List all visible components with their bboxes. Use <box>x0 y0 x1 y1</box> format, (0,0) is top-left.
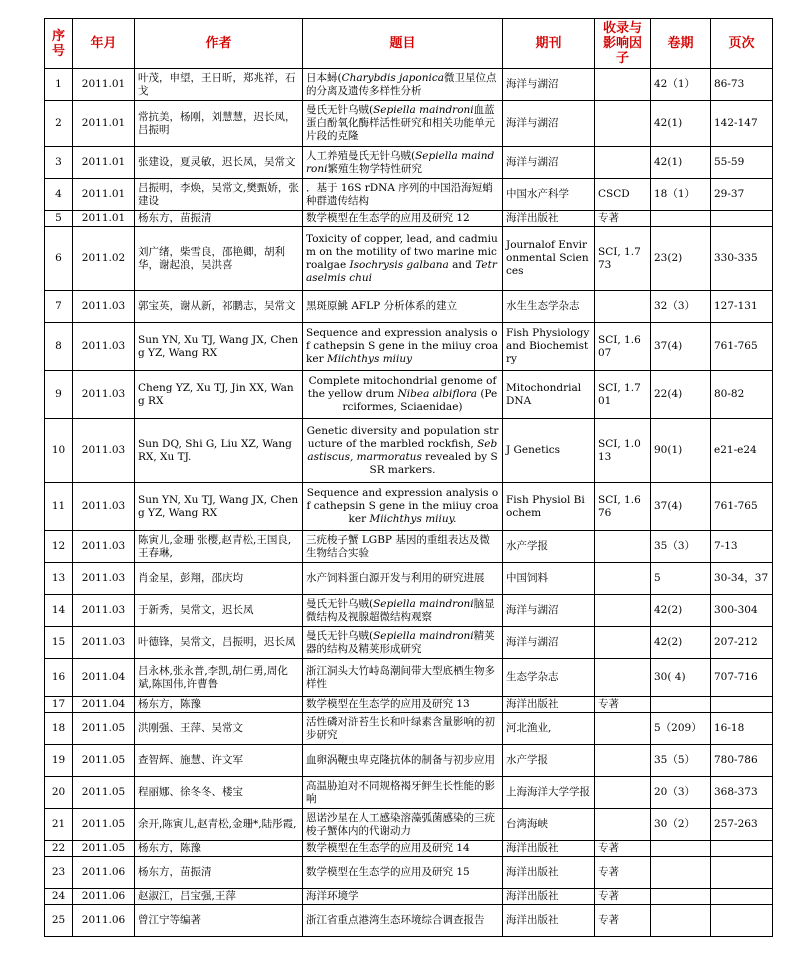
cell-date: 2011.02 <box>73 227 135 291</box>
cell-journal: 水产学报 <box>503 531 595 563</box>
cell-number: 2 <box>45 101 73 147</box>
cell-pages: 30-34，37 <box>711 563 773 595</box>
cell-index: 专著 <box>595 841 651 857</box>
cell-journal: J Genetics <box>503 419 595 483</box>
cell-date: 2011.05 <box>73 713 135 745</box>
title-text: 人工养殖曼氏无针乌贼( <box>306 149 416 162</box>
title-text: 血卵涡鞭虫卑克隆抗体的制备与初步应用 <box>306 754 495 766</box>
cell-authors: 杨东方，苗振清 <box>135 857 303 889</box>
cell-volume <box>651 211 711 227</box>
cell-number: 12 <box>45 531 73 563</box>
cell-authors: 杨东方，陈豫 <box>135 841 303 857</box>
cell-index <box>595 69 651 101</box>
cell-journal: 海洋出版社 <box>503 889 595 905</box>
cell-date: 2011.05 <box>73 809 135 841</box>
cell-pages: 300-304 <box>711 595 773 627</box>
title-latin-name: Sepiella maindroni <box>306 149 495 175</box>
title-text: (Perciformes, Sciaenidae) <box>342 388 498 413</box>
title-text: Complete mitochondrial genome of the yellow drum <box>307 375 497 400</box>
title-latin-name: Tetraselmis chui <box>306 258 497 284</box>
cell-pages: 86-73 <box>711 69 773 101</box>
cell-title <box>303 69 503 101</box>
cell-number: 25 <box>45 905 73 937</box>
cell-authors: 吕永林,张永普,李凯,胡仁勇,周化斌,陈国伟,许曹鲁 <box>135 659 303 697</box>
cell-journal: 海洋与湖沼 <box>503 627 595 659</box>
cell-number: 18 <box>45 713 73 745</box>
cell-title <box>303 627 503 659</box>
cell-authors: 洪刚强、王萍、吴常文 <box>135 713 303 745</box>
title-text: ．基于 16S rDNA 序列的中国沿海短蛸种群遗传结构 <box>306 181 493 207</box>
title-text: 日本蟳( <box>306 71 342 84</box>
title-latin-name: Nibea albiflora <box>397 388 477 400</box>
title-text: 活性磷对浒苔生长和叶绿素含量影响的初步研究 <box>306 715 495 741</box>
cell-title <box>303 905 503 937</box>
cell-index: 专著 <box>595 905 651 937</box>
title-text: 水产饲料蛋白源开发与利用的研究进展 <box>306 572 485 584</box>
cell-journal: Mitochondrial DNA <box>503 371 595 419</box>
cell-journal: 生态学杂志 <box>503 659 595 697</box>
cell-number: 8 <box>45 323 73 371</box>
cell-date: 2011.03 <box>73 291 135 323</box>
cell-authors: Sun YN, Xu TJ, Wang JX, Cheng YZ, Wang RX <box>135 483 303 531</box>
cell-title <box>303 419 503 483</box>
title-text: 数学模型在生态学的应用及研究 15 <box>306 866 470 878</box>
cell-number: 20 <box>45 777 73 809</box>
cell-title <box>303 595 503 627</box>
cell-volume: 35（3） <box>651 531 711 563</box>
cell-index <box>595 777 651 809</box>
cell-title <box>303 371 503 419</box>
cell-journal: 海洋与湖沼 <box>503 101 595 147</box>
title-text: 精荚器的结构及精荚形成研究 <box>306 629 495 655</box>
header-title: 题目 <box>303 19 503 69</box>
cell-number: 21 <box>45 809 73 841</box>
cell-authors: Sun DQ, Shi G, Liu XZ, Wang RX, Xu TJ. <box>135 419 303 483</box>
cell-index: SCI, 1.701 <box>595 371 651 419</box>
title-text: and <box>448 258 476 271</box>
cell-journal: 上海海洋大学学报 <box>503 777 595 809</box>
cell-date: 2011.04 <box>73 697 135 713</box>
cell-volume: 18（1） <box>651 179 711 211</box>
cell-journal: 海洋出版社 <box>503 857 595 889</box>
cell-index <box>595 563 651 595</box>
cell-journal: 海洋出版社 <box>503 211 595 227</box>
cell-journal: 水产学报 <box>503 745 595 777</box>
table-row <box>45 905 773 937</box>
cell-authors: 赵淑江，吕宝强,王萍 <box>135 889 303 905</box>
cell-pages: 127-131 <box>711 291 773 323</box>
cell-title <box>303 857 503 889</box>
cell-volume: 5 <box>651 563 711 595</box>
title-text: 黑斑原鮡 AFLP 分析体系的建立 <box>306 300 458 312</box>
cell-volume: 42(2) <box>651 627 711 659</box>
table-row <box>45 211 773 227</box>
table-row <box>45 101 773 147</box>
cell-volume: 42(1) <box>651 101 711 147</box>
table-row <box>45 69 773 101</box>
cell-index: 专著 <box>595 697 651 713</box>
cell-title <box>303 809 503 841</box>
cell-index <box>595 531 651 563</box>
cell-authors: Cheng YZ, Xu TJ, Jin XX, Wang RX <box>135 371 303 419</box>
title-text: 海洋环境学 <box>306 890 359 902</box>
title-latin-name: Sepiella maindroni <box>373 104 474 116</box>
table-row <box>45 841 773 857</box>
cell-pages: 368-373 <box>711 777 773 809</box>
cell-number: 24 <box>45 889 73 905</box>
cell-index <box>595 291 651 323</box>
cell-pages <box>711 211 773 227</box>
cell-date: 2011.05 <box>73 745 135 777</box>
cell-date: 2011.03 <box>73 627 135 659</box>
cell-journal: 海洋出版社 <box>503 905 595 937</box>
cell-authors: 肖金星，彭翔，邵庆均 <box>135 563 303 595</box>
header-volume: 卷期 <box>651 19 711 69</box>
cell-pages: 780-786 <box>711 745 773 777</box>
table-row <box>45 659 773 697</box>
cell-number: 3 <box>45 147 73 179</box>
cell-journal: Fish Physiology and Biochemistry <box>503 323 595 371</box>
title-text: Sequence and expression analysis of cathepsin S gene in the miiuy croaker <box>306 487 499 525</box>
cell-authors: 叶德锋，吴常文，吕振明，迟长凤 <box>135 627 303 659</box>
table-row <box>45 745 773 777</box>
cell-index: 专著 <box>595 211 651 227</box>
cell-number: 1 <box>45 69 73 101</box>
cell-date: 2011.01 <box>73 211 135 227</box>
table-row <box>45 227 773 291</box>
title-latin-name: Miichthys miiuy <box>326 353 413 365</box>
cell-volume: 90(1) <box>651 419 711 483</box>
cell-volume: 23(2) <box>651 227 711 291</box>
cell-index <box>595 659 651 697</box>
cell-authors: 曾江宁等编著 <box>135 905 303 937</box>
cell-number: 23 <box>45 857 73 889</box>
cell-date: 2011.03 <box>73 419 135 483</box>
cell-volume: 35（5） <box>651 745 711 777</box>
cell-pages: 761-765 <box>711 483 773 531</box>
cell-authors: 张建设，夏灵敏，迟长凤，吴常文 <box>135 147 303 179</box>
cell-authors: 郭宝英，谢从新，祁鹏志，吴常文 <box>135 291 303 323</box>
cell-number: 16 <box>45 659 73 697</box>
header-authors: 作者 <box>135 19 303 69</box>
cell-number: 13 <box>45 563 73 595</box>
cell-date: 2011.03 <box>73 563 135 595</box>
title-text: 数学模型在生态学的应用及研究 12 <box>306 212 470 224</box>
cell-index: SCI, 1.013 <box>595 419 651 483</box>
cell-volume: 42（1） <box>651 69 711 101</box>
cell-number: 9 <box>45 371 73 419</box>
table-row <box>45 483 773 531</box>
cell-title <box>303 889 503 905</box>
title-text: 三疣梭子蟹 LGBP 基因的重组表达及微生物结合实验 <box>306 533 490 559</box>
cell-journal: 海洋出版社 <box>503 841 595 857</box>
cell-date: 2011.03 <box>73 371 135 419</box>
table-row <box>45 531 773 563</box>
title-text: 浙江省重点港湾生态环境综合调查报告 <box>306 914 485 926</box>
title-text: Toxicity of copper, lead, and cadmium on the motility of two marine microalgae <box>306 232 498 271</box>
cell-authors: 杨东方，苗振清 <box>135 211 303 227</box>
cell-date: 2011.01 <box>73 101 135 147</box>
cell-title <box>303 697 503 713</box>
cell-date: 2011.01 <box>73 147 135 179</box>
cell-journal: Journalof Environmental Sciences <box>503 227 595 291</box>
cell-pages: 330-335 <box>711 227 773 291</box>
cell-date: 2011.03 <box>73 531 135 563</box>
cell-date: 2011.06 <box>73 889 135 905</box>
title-text: revealed by SSR markers. <box>369 450 498 476</box>
cell-pages: 257-263 <box>711 809 773 841</box>
cell-index: SCI, 1.773 <box>595 227 651 291</box>
cell-number: 11 <box>45 483 73 531</box>
cell-volume: 22(4) <box>651 371 711 419</box>
cell-volume: 37(4) <box>651 323 711 371</box>
cell-volume: 30( 4) <box>651 659 711 697</box>
cell-title <box>303 713 503 745</box>
cell-title <box>303 841 503 857</box>
cell-volume: 32（3） <box>651 291 711 323</box>
cell-date: 2011.03 <box>73 483 135 531</box>
cell-date: 2011.06 <box>73 905 135 937</box>
cell-number: 14 <box>45 595 73 627</box>
header-date: 年月 <box>73 19 135 69</box>
cell-title <box>303 227 503 291</box>
cell-index <box>595 147 651 179</box>
cell-title <box>303 291 503 323</box>
cell-title <box>303 323 503 371</box>
cell-date: 2011.03 <box>73 323 135 371</box>
cell-pages: 16-18 <box>711 713 773 745</box>
title-latin-name: Sepiella maindroni <box>373 597 474 610</box>
table-row <box>45 323 773 371</box>
table-header <box>45 19 773 69</box>
table-row <box>45 697 773 713</box>
cell-index <box>595 745 651 777</box>
cell-number: 5 <box>45 211 73 227</box>
title-text: 曼氏无针乌贼( <box>306 597 374 610</box>
cell-pages <box>711 857 773 889</box>
cell-title <box>303 777 503 809</box>
cell-number: 7 <box>45 291 73 323</box>
cell-pages: 7-13 <box>711 531 773 563</box>
cell-index: 专著 <box>595 857 651 889</box>
cell-pages: 761-765 <box>711 323 773 371</box>
cell-authors: 常抗美，杨刚，刘慧慧，迟长凤，吕振明 <box>135 101 303 147</box>
title-text: 微卫星位点的分离及遗传多样性分析 <box>306 71 497 97</box>
cell-authors: 程丽娜、徐冬冬、楼宝 <box>135 777 303 809</box>
cell-authors: 吕振明，李焕，吴常文,樊甄娇，张建设 <box>135 179 303 211</box>
cell-journal: 台湾海峡 <box>503 809 595 841</box>
title-text: 血蓝蛋白酚氧化酶样活性研究和相关功能单元片段的克隆 <box>306 104 495 142</box>
title-text: 曼氏无针乌贼( <box>306 104 374 116</box>
table-body <box>45 69 773 937</box>
cell-title <box>303 745 503 777</box>
table-row <box>45 371 773 419</box>
cell-title <box>303 659 503 697</box>
cell-index <box>595 713 651 745</box>
cell-volume: 20（3） <box>651 777 711 809</box>
table-row <box>45 889 773 905</box>
cell-volume <box>651 857 711 889</box>
title-latin-name: Charybdis japonica <box>341 71 444 84</box>
title-text: 数学模型在生态学的应用及研究 14 <box>306 842 470 854</box>
title-text: Sequence and expression analysis of cathepsin S gene in the miiuy croaker <box>306 327 499 365</box>
cell-number: 6 <box>45 227 73 291</box>
header-index: 收录与影响因子 <box>595 19 651 69</box>
cell-date: 2011.01 <box>73 69 135 101</box>
title-text: 恩诺沙星在人工感染溶藻弧菌感染的三疣梭子蟹体内的代谢动力 <box>306 811 495 837</box>
cell-journal: Fish Physiol Biochem <box>503 483 595 531</box>
cell-volume <box>651 905 711 937</box>
cell-index <box>595 627 651 659</box>
table-row <box>45 419 773 483</box>
cell-authors: 陈寅儿,金珊 张樱,赵青松,王国良,王春琳, <box>135 531 303 563</box>
title-text: 浙江洞头大竹峙岛潮间带大型底栖生物多样性 <box>306 664 495 690</box>
cell-date: 2011.05 <box>73 777 135 809</box>
cell-number: 19 <box>45 745 73 777</box>
cell-title <box>303 531 503 563</box>
cell-volume <box>651 889 711 905</box>
cell-index <box>595 101 651 147</box>
header-no: 序号 <box>45 19 73 69</box>
cell-index: 专著 <box>595 889 651 905</box>
cell-number: 10 <box>45 419 73 483</box>
cell-number: 22 <box>45 841 73 857</box>
cell-journal: 海洋与湖沼 <box>503 147 595 179</box>
cell-title <box>303 101 503 147</box>
cell-index: SCI, 1.607 <box>595 323 651 371</box>
table-row <box>45 627 773 659</box>
cell-volume: 42(2) <box>651 595 711 627</box>
cell-index: SCI, 1.676 <box>595 483 651 531</box>
cell-date: 2011.05 <box>73 841 135 857</box>
cell-title <box>303 179 503 211</box>
cell-volume: 37(4) <box>651 483 711 531</box>
table-row <box>45 857 773 889</box>
cell-pages: 207-212 <box>711 627 773 659</box>
cell-title <box>303 211 503 227</box>
table-row <box>45 809 773 841</box>
title-text: 曼氏无针乌贼( <box>306 629 374 642</box>
table-row <box>45 563 773 595</box>
cell-index: CSCD <box>595 179 651 211</box>
cell-pages <box>711 889 773 905</box>
header-journal: 期刊 <box>503 19 595 69</box>
cell-pages <box>711 697 773 713</box>
cell-authors: Sun YN, Xu TJ, Wang JX, Cheng YZ, Wang RX <box>135 323 303 371</box>
cell-journal: 海洋出版社 <box>503 697 595 713</box>
publications-table <box>44 18 773 937</box>
cell-authors: 刘广绪，柴雪良，邵艳卿，胡利华，谢起浪，吴洪喜 <box>135 227 303 291</box>
cell-journal: 海洋与湖沼 <box>503 69 595 101</box>
cell-journal: 中国饲料 <box>503 563 595 595</box>
cell-number: 17 <box>45 697 73 713</box>
table-row <box>45 291 773 323</box>
cell-index <box>595 809 651 841</box>
cell-index <box>595 595 651 627</box>
cell-pages: e21-e24 <box>711 419 773 483</box>
cell-volume <box>651 697 711 713</box>
cell-date: 2011.04 <box>73 659 135 697</box>
title-text: 高温胁迫对不同规格褐牙鲆生长性能的影响 <box>306 779 495 805</box>
cell-pages: 142-147 <box>711 101 773 147</box>
cell-title <box>303 483 503 531</box>
cell-authors: 余开,陈寅儿,赵青松,金珊*,陆彤霞, <box>135 809 303 841</box>
table-row <box>45 147 773 179</box>
cell-volume: 42(1) <box>651 147 711 179</box>
cell-pages: 80-82 <box>711 371 773 419</box>
cell-pages <box>711 841 773 857</box>
cell-journal: 水生生态学杂志 <box>503 291 595 323</box>
cell-pages: 29-37 <box>711 179 773 211</box>
table-row <box>45 595 773 627</box>
cell-authors: 于新秀，吴常文，迟长凤 <box>135 595 303 627</box>
cell-date: 2011.01 <box>73 179 135 211</box>
cell-title <box>303 147 503 179</box>
cell-authors: 杨东方，陈豫 <box>135 697 303 713</box>
cell-journal: 中国水产科学 <box>503 179 595 211</box>
cell-pages: 55-59 <box>711 147 773 179</box>
cell-number: 4 <box>45 179 73 211</box>
title-latin-name: Sepiella maindroni <box>373 629 474 642</box>
cell-pages: 707-716 <box>711 659 773 697</box>
cell-date: 2011.03 <box>73 595 135 627</box>
cell-journal: 海洋与湖沼 <box>503 595 595 627</box>
title-text: 脑显微结构及视腺超微结构观察 <box>306 597 495 623</box>
cell-volume: 5（209） <box>651 713 711 745</box>
title-text: 数学模型在生态学的应用及研究 13 <box>306 698 470 710</box>
cell-volume: 30（2） <box>651 809 711 841</box>
cell-number: 15 <box>45 627 73 659</box>
cell-title <box>303 563 503 595</box>
table-row <box>45 777 773 809</box>
title-text: 繁殖生物学特性研究 <box>327 162 422 175</box>
title-latin-name: Miichthys miiuy. <box>369 513 457 525</box>
cell-pages <box>711 905 773 937</box>
table-row <box>45 179 773 211</box>
cell-date: 2011.06 <box>73 857 135 889</box>
cell-authors: 查智辉、施慧、许文军 <box>135 745 303 777</box>
title-latin-name: Isochrysis galbana <box>349 258 449 271</box>
title-latin-name: Sebastiscus, marmoratus <box>307 437 498 463</box>
header-pages: 页次 <box>711 19 773 69</box>
title-text: Genetic diversity and population structure of the marbled rockfish, <box>306 424 499 450</box>
cell-authors: 叶茂，申望，王日昕，郑兆祥，石戈 <box>135 69 303 101</box>
table-row <box>45 713 773 745</box>
cell-journal: 河北渔业, <box>503 713 595 745</box>
cell-volume <box>651 841 711 857</box>
